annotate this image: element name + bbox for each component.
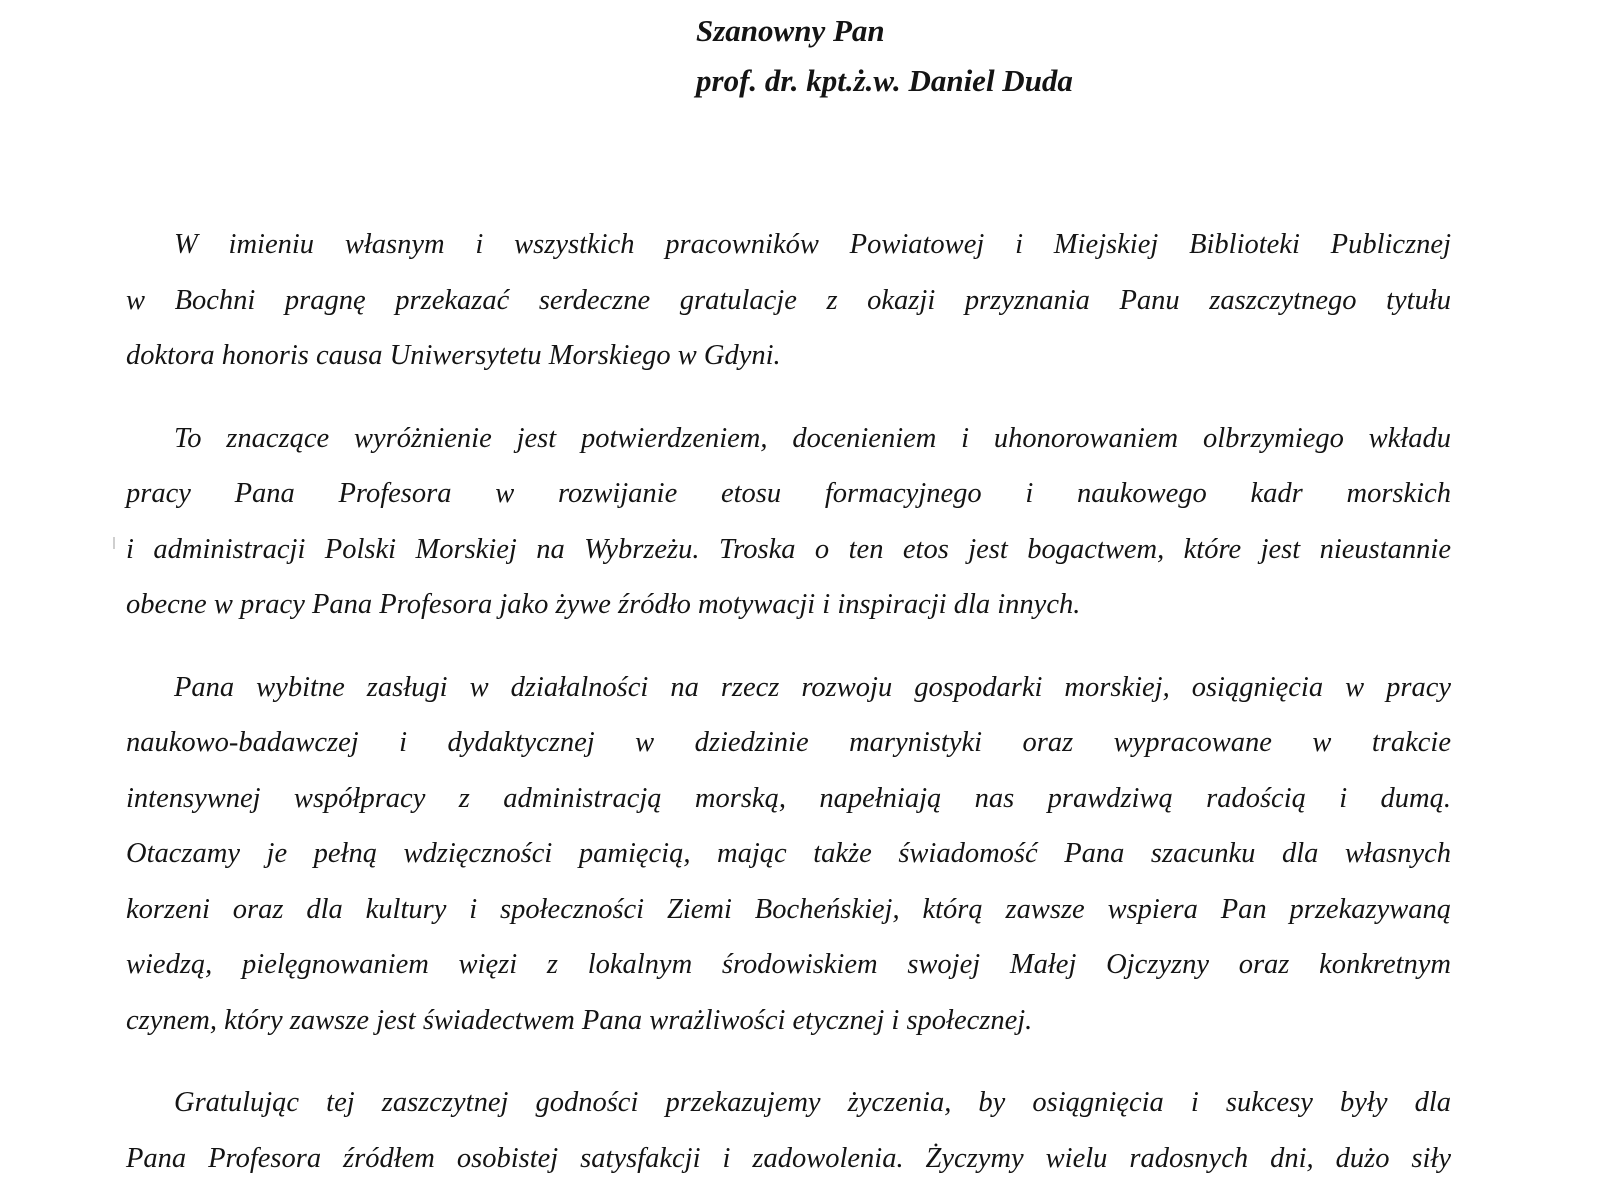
letter-body xyxy=(126,217,1451,1200)
paragraph-2 xyxy=(126,411,1451,633)
text-line: Pana Profesora źródłem osobistej satysfakcji i zadowolenia. Życzymy wielu radosnych dni, dużo siły xyxy=(126,1142,1451,1174)
salutation-line-1: Szanowny Pan xyxy=(696,13,885,48)
paragraph-1 xyxy=(126,217,1451,384)
text-line: obecne w pracy Pana Profesora jako żywe źródło motywacji i inspiracji dla innych. xyxy=(126,589,1081,620)
text-line: doktora honoris causa Uniwersytetu Morskiego w Gdyni. xyxy=(126,340,781,371)
paragraph-3 xyxy=(126,660,1451,1049)
scan-mark xyxy=(113,537,115,549)
text-line: W imieniu własnym i wszystkich pracowników Powiatowej i Miejskiej Biblioteki Publicznej xyxy=(174,229,1451,260)
text-line: Otaczamy je pełną wdzięczności pamięcią, mając także świadomość Pana szacunku dla własnych xyxy=(126,838,1451,869)
text-line: To znaczące wyróżnienie jest potwierdzeniem, docenieniem i uhonorowaniem olbrzymiego wkładu xyxy=(174,422,1451,454)
text-line: Pana wybitne zasługi w działalności na rzecz rozwoju gospodarki morskiej, osiągnięcia w pracy xyxy=(174,671,1451,703)
text-line: wiedzą, pielęgnowaniem więzi z lokalnym środowiskiem swojej Małej Ojczyzny oraz konkretnym xyxy=(126,949,1451,980)
salutation xyxy=(696,6,1073,106)
text-line: naukowo-badawczej i dydaktycznej w dziedzinie marynistyki oraz wypracowane w trakcie xyxy=(126,727,1451,758)
text-line: i administracji Polski Morskiej na Wybrzeżu. Troska o ten etos jest bogactwem, które jest nieustannie xyxy=(126,533,1451,565)
paragraph-4 xyxy=(126,1075,1451,1186)
text-line: czynem, który zawsze jest świadectwem Pana wrażliwości etycznej i społecznej. xyxy=(126,1004,1033,1036)
text-line: korzeni oraz dla kultury i społeczności Ziemi Bocheńskiej, którą zawsze wspiera Pan przekazywaną xyxy=(126,893,1451,925)
text-line: w Bochni pragnę przekazać serdeczne gratulacje z okazji przyznania Panu zaszczytnego tytułu xyxy=(126,284,1451,316)
salutation-line-2: prof. dr. kpt.ż.w. Daniel Duda xyxy=(696,63,1073,98)
text-line: intensywnej współpracy z administracją morską, napełniają nas prawdziwą radością i dumą. xyxy=(126,782,1451,814)
text-line: pracy Pana Profesora w rozwijanie etosu formacyjnego i naukowego kadr morskich xyxy=(126,478,1451,509)
text-line: Gratulując tej zaszczytnej godności przekazujemy życzenia, by osiągnięcia i sukcesy były dla xyxy=(174,1087,1451,1118)
